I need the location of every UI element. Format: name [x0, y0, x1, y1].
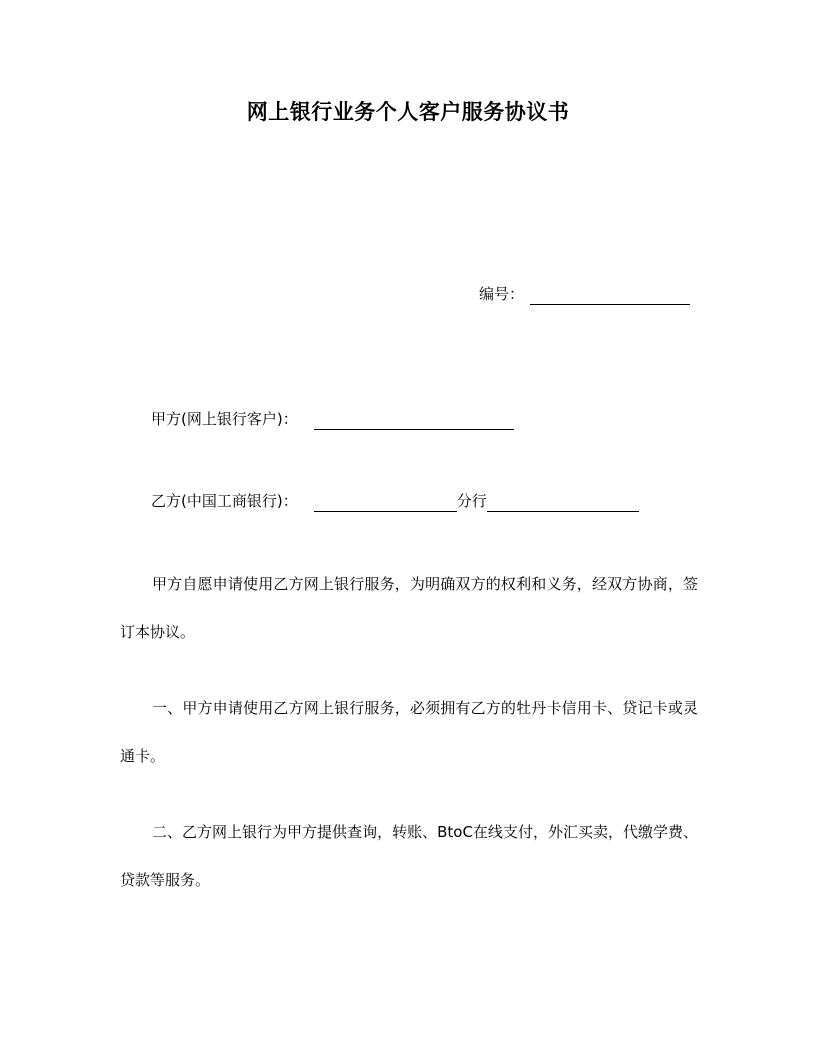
- party-b-blank: [314, 493, 457, 512]
- document-title: 网上银行业务个人客户服务协议书: [246, 100, 570, 124]
- clause-1-paragraph: 一、甲方申请使用乙方网上银行服务，必须拥有乙方的牡丹卡信用卡、贷记卡或灵通卡。: [120, 699, 698, 765]
- party-a-label: 甲方(网上银行客户)：: [151, 410, 298, 428]
- party-a-blank: [314, 411, 514, 430]
- branch-label: 分行: [456, 492, 487, 510]
- document-number-blank: [530, 286, 690, 305]
- branch-blank: [487, 493, 639, 512]
- intro-paragraph: 甲方自愿申请使用乙方网上银行服务，为明确双方的权利和义务，经双方协商，签订本协议。: [120, 575, 698, 641]
- party-a-line: [151, 408, 514, 430]
- document-number-line: [479, 283, 690, 305]
- party-b-line: [151, 490, 639, 512]
- clause-2-paragraph: 二、乙方网上银行为甲方提供查询，转账、BtoC在线支付，外汇买卖，代缴学费、贷款等服务。: [120, 823, 698, 889]
- document-number-label: 编号：: [479, 285, 525, 303]
- party-b-label: 乙方(中国工商银行)：: [151, 492, 298, 510]
